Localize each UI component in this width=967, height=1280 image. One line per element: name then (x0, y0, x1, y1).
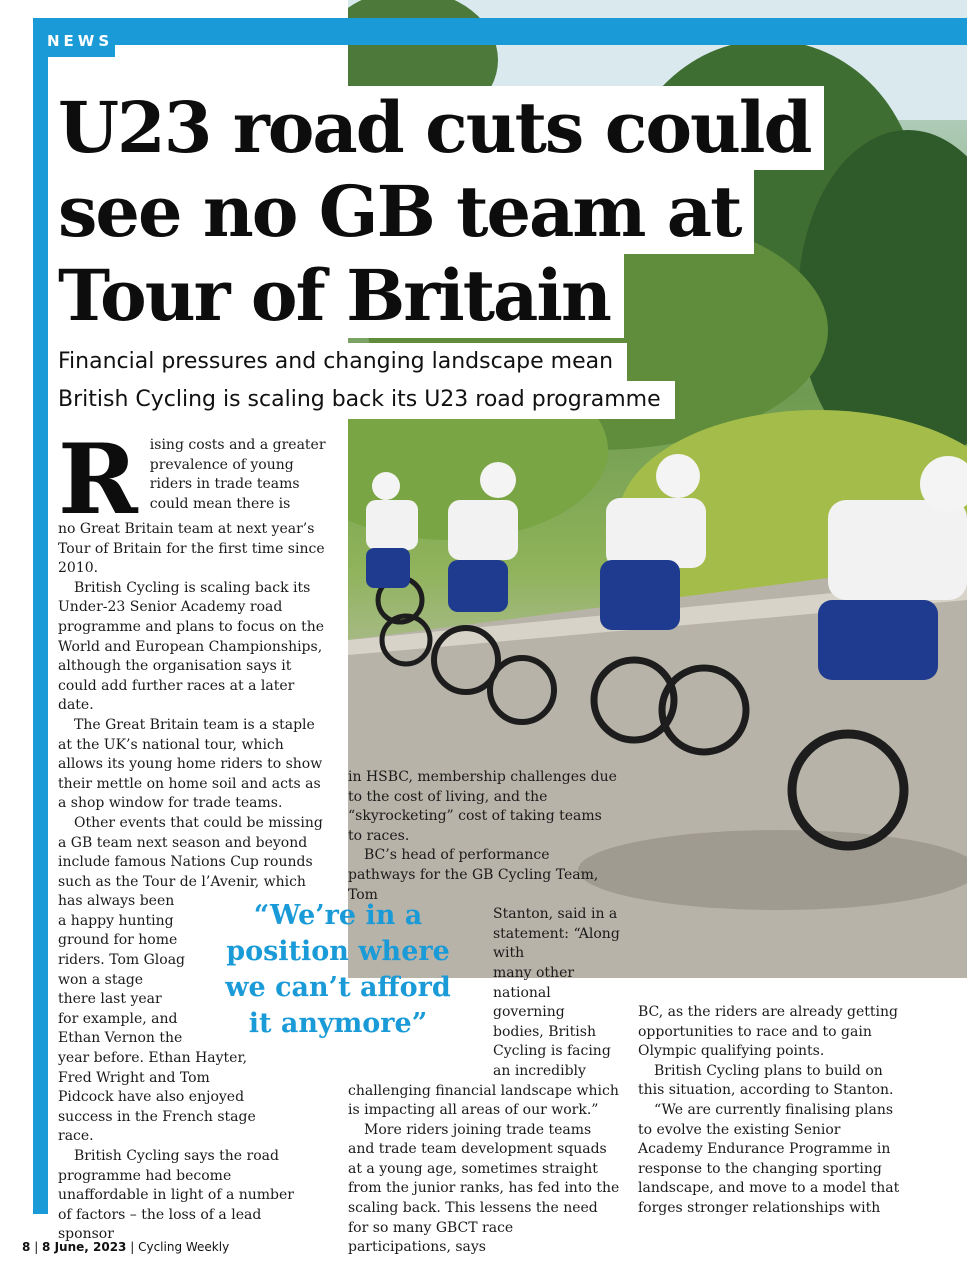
body-paragraph: challenging financial landscape which is impacting all areas of our work.” (348, 1082, 619, 1119)
body-line: won a stage (58, 971, 144, 988)
pull-quote-line: it anymore” (248, 1008, 428, 1039)
body-paragraph: BC’s head of performance pathways for the GB Cycling Team, Tom (348, 847, 599, 903)
body-paragraph: The Great Britain team is a staple at the UK’s national tour, which allows its young home riders to show their mettle on home soil and acts as a shop window for trade teams. (58, 716, 323, 812)
body-column-3 (638, 1003, 908, 1219)
left-accent-bar (33, 18, 48, 1214)
body-line: bodies, British (493, 1023, 596, 1040)
magazine-name: Cycling Weekly (138, 1240, 230, 1254)
body-paragraph: Other events that could be missing a GB team next season and beyond include famous Nations Cup rounds such as the Tour de l’Avenir, which (58, 814, 323, 890)
body-paragraph: no Great Britain team at next year’s Tour of Britain for the first time since 2010. (58, 521, 325, 577)
body-paragraph: More riders joining trade teams and trade team development squads at a young age, sometimes straight from the junior ranks, has fed into the scaling back. This lessens the need for so many GBCT race participations, says (348, 1121, 620, 1256)
intro-line: riders in trade teams (149, 476, 300, 493)
standfirst-line-1: Financial pressures and changing landscape mean (48, 343, 627, 381)
body-column-1 (58, 423, 328, 1245)
headline-line-3: Tour of Britain (48, 254, 624, 338)
body-line: governing (493, 1004, 565, 1021)
page-footer (22, 1240, 229, 1254)
pull-quote-line: “We’re in a (253, 900, 423, 931)
body-paragraph: British Cycling says the road programme had become unaffordable in light of a number of factors – the loss of a lead sponsor (58, 1148, 294, 1243)
body-line: an incredibly (493, 1062, 586, 1079)
body-line: riders. Tom Gloag (58, 952, 185, 969)
body-paragraph: year before. Ethan Hayter, Fred Wright and Tom Pidcock have also enjoyed success in the French stage race. (58, 1050, 256, 1145)
body-line: for example, and (58, 1010, 178, 1027)
intro-line: ising costs and a greater (149, 437, 326, 453)
drop-cap: R (58, 423, 138, 536)
body-line: a happy hunting (58, 912, 174, 929)
pull-quote (210, 898, 466, 1042)
body-paragraph: British Cycling is scaling back its Under-23 Senior Academy road programme and plans to focus on the World and European Championships, although the organisation says it could add further races at a later date. (58, 579, 325, 714)
intro-line: could mean there is (149, 495, 291, 512)
body-line: Cycling is facing (493, 1043, 611, 1060)
page-number: 8 (22, 1240, 31, 1254)
pull-quote-line: we can’t afford (225, 972, 451, 1003)
section-tag: NEWS (33, 27, 115, 57)
pull-quote-line: position where (226, 936, 450, 967)
headline-line-1: U23 road cuts could (48, 86, 824, 170)
body-line: statement: “Along (493, 925, 620, 942)
body-paragraph: British Cycling plans to build on this situation, according to Stanton. (638, 1062, 894, 1099)
headline-line-2: see no GB team at (48, 170, 754, 254)
body-paragraph: BC, as the riders are already getting opportunities to race and to gain Olympic qualifying points. (638, 1004, 898, 1060)
body-line: there last year (58, 991, 162, 1008)
body-line: Ethan Vernon the (58, 1030, 183, 1047)
news-top-bar (48, 18, 967, 45)
body-line: has always been (58, 893, 175, 910)
body-line: ground for home (58, 932, 178, 949)
body-paragraph: in HSBC, membership challenges due to the cost of living, and the “skyrocketing” cost of taking teams to races. (348, 769, 617, 844)
body-line: national (493, 984, 551, 1001)
footer-separator: | (34, 1240, 43, 1254)
footer-separator: | (130, 1240, 139, 1254)
body-line: with (493, 945, 525, 962)
issue-date: 8 June, 2023 (42, 1240, 127, 1254)
body-line: Stanton, said in a (493, 906, 618, 923)
body-paragraph: “We are currently finalising plans to evolve the existing Senior Academy Endurance Programme in response to the changing sporting landscape, and move to a model that forges stronger relationships with (638, 1101, 900, 1216)
body-line: many other (493, 964, 575, 981)
intro-line: prevalence of young (149, 456, 294, 473)
standfirst-line-2: British Cycling is scaling back its U23 road programme (48, 381, 675, 419)
